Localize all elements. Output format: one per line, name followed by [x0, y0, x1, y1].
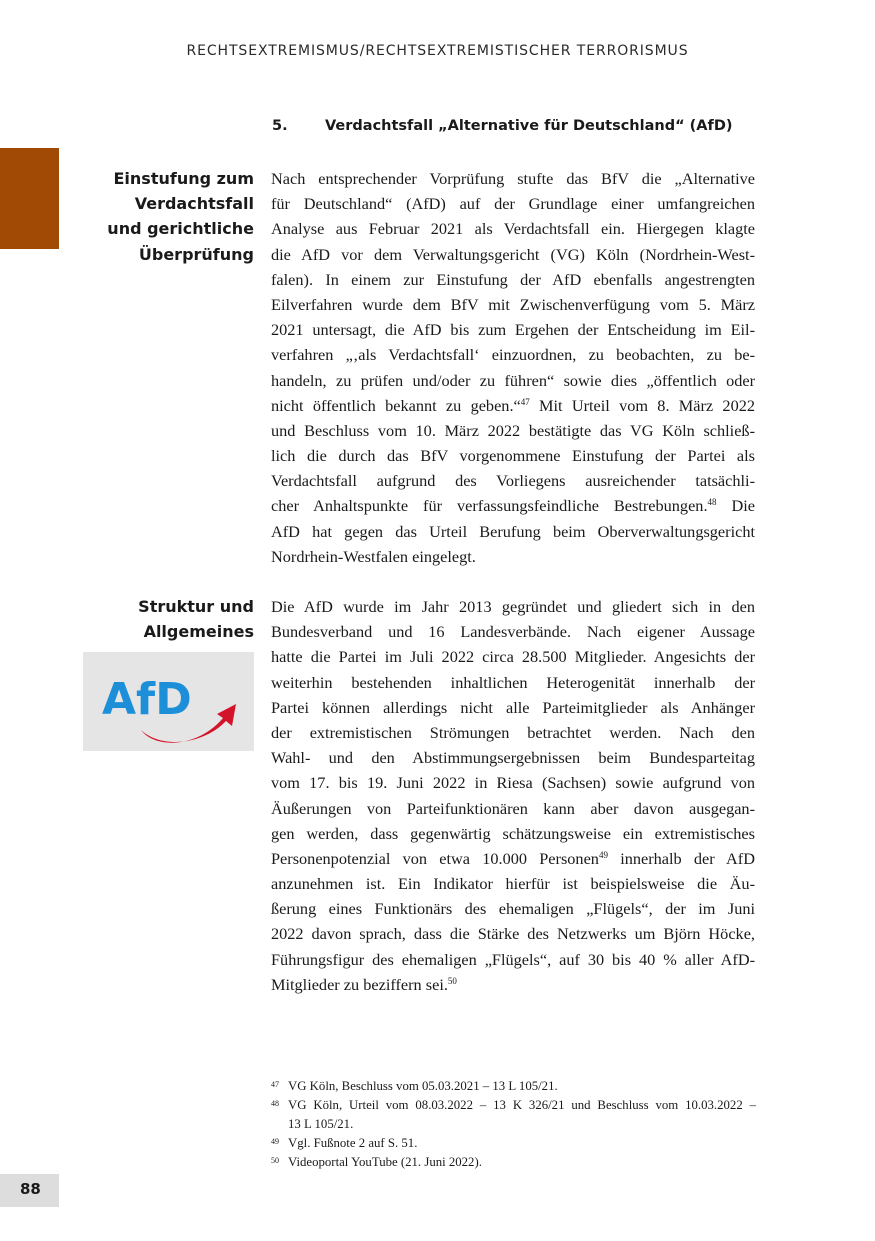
text-segment: nicht öffentlich bekannt zu geben.“: [271, 395, 521, 415]
logo-text: AfD: [102, 674, 192, 725]
footnote-48: [271, 1096, 756, 1134]
paragraph-struktur: [271, 594, 755, 997]
text-line: 2022 davon sprach, dass die Stärke des Netzwerks um Björn Höcke,: [271, 924, 755, 944]
margin-label-line: Allgemeines: [143, 622, 254, 642]
footnote-ref-48[interactable]: 48: [707, 497, 717, 508]
footnote-number: 47: [271, 1080, 279, 1089]
margin-label-struktur: [80, 594, 254, 644]
footnote-number: 50: [271, 1156, 279, 1165]
text-segment: Personenpotenzial von etwa 10.000 Personen: [271, 848, 599, 868]
text-line: [271, 846, 755, 871]
running-head: RECHTSEXTREMISMUS/RECHTSEXTREMISTISCHER TERRORISMUS: [186, 43, 689, 59]
text-segment: cher Anhaltspunkte für verfassungsfeindliche Bestrebungen.: [271, 496, 708, 516]
text-line: lich die durch das BfV vorgenommene Einstufung der Partei als: [271, 446, 755, 466]
text-line: weiterhin bestehenden inhaltlichen Heterogenität innerhalb der: [271, 672, 755, 692]
margin-label-line: Einstufung zum: [113, 169, 254, 188]
text-line: für Deutschland“ (AfD) auf der Grundlage einer umfangreichen: [271, 194, 755, 214]
footnote-text: 13 L 105/21.: [288, 1117, 354, 1131]
text-line: handeln, zu prüfen und/oder zu führen“ sowie dies „öffentlich oder: [271, 370, 755, 390]
footnote-ref-50[interactable]: 50: [447, 975, 457, 986]
margin-label-line: Struktur und: [138, 597, 254, 616]
footnote-50: [271, 1153, 756, 1172]
page-number-box: [0, 1174, 59, 1207]
chapter-side-tab: [0, 148, 59, 249]
footnote-49: [271, 1134, 756, 1153]
afd-logo: [83, 652, 254, 751]
text-line: Wahl- und den Abstimmungsergebnissen beim Bundesparteitag: [271, 748, 755, 768]
text-line: der extremistischen Strömungen betrachtet werden. Nach den: [271, 722, 755, 742]
text-segment: Mit Urteil vom 8. März 2022: [529, 395, 755, 415]
text-line: [271, 972, 755, 997]
footnote-number: 48: [271, 1099, 279, 1108]
text-line: AfD hat gegen das Urteil Berufung beim Oberverwaltungsgericht: [271, 521, 755, 541]
text-line: Führungsfigur des ehemaligen „Flügels“, auf 30 bis 40 % aller AfD-: [271, 949, 755, 969]
paragraph-einstufung: [271, 166, 755, 569]
text-line: anzunehmen ist. Ein Indikator hierfür ist beispielsweise die Äu-: [271, 874, 755, 894]
text-line: und Beschluss vom 10. März 2022 bestätigte das VG Köln schließ-: [271, 420, 755, 440]
footnotes: [271, 1077, 756, 1172]
footnote-text: Videoportal YouTube (21. Juni 2022).: [288, 1155, 482, 1169]
footnote-ref-47[interactable]: 47: [520, 396, 530, 407]
text-line: Partei können allerdings nicht alle Parteimitglieder als Anhänger: [271, 697, 755, 717]
text-segment: innerhalb der AfD: [607, 848, 755, 868]
text-line: Nach entsprechender Vorprüfung stufte das BfV die „Alternative: [271, 169, 755, 188]
text-line: 2021 untersagt, die AfD bis zum Ergehen der Entscheidung im Eil-: [271, 320, 755, 340]
text-line: [271, 393, 755, 418]
text-line: ßerung eines Funktionärs des ehemaligen „Flügels“, der im Juni: [271, 899, 755, 919]
text-line: [271, 493, 755, 518]
margin-label-einstufung: [80, 166, 254, 267]
footnote-47: [271, 1077, 756, 1096]
margin-label-line: und gerichtliche: [107, 219, 254, 239]
footnote-text: Vgl. Fußnote 2 auf S. 51.: [288, 1136, 418, 1150]
text-line: gen werden, dass gegenwärtig schätzungsweise ein extremistisches: [271, 823, 755, 843]
text-line: Bundesverband und 16 Landesverbände. Nach eigener Aussage: [271, 622, 755, 642]
text-line: Die AfD wurde im Jahr 2013 gegründet und gliedert sich in den: [271, 597, 755, 616]
text-line: hatte die Partei im Juli 2022 circa 28.500 Mitglieder. Angesichts der: [271, 647, 755, 667]
text-line: Eilverfahren wurde dem BfV mit Zwischenverfügung vom 5. März: [271, 294, 755, 314]
footnote-text: VG Köln, Urteil vom 08.03.2022 – 13 K 326/21 und Beschluss vom 10.03.2022 –: [288, 1098, 756, 1112]
text-line: falen). In einem zur Einstufung der AfD ebenfalls angestrengten: [271, 269, 755, 289]
margin-label-line: Verdachtsfall: [134, 194, 254, 214]
footnote-ref-49[interactable]: 49: [598, 849, 608, 860]
text-line: verfahren „‚als Verdachtsfall‘ einzuordnen, zu beobachten, zu be-: [271, 345, 755, 365]
text-line: Äußerungen von Parteifunktionären kann aber davon ausgegan-: [271, 798, 755, 818]
text-segment: Mitglieder zu beziffern sei.: [271, 974, 448, 994]
margin-label-line: Überprüfung: [138, 244, 254, 264]
page-number: 88: [20, 1180, 41, 1198]
section-number: 5.: [272, 118, 288, 134]
text-line: Verdachtsfall aufgrund des Vorliegens ausreichender tatsächli-: [271, 471, 755, 491]
text-line: vom 17. bis 19. Juni 2022 in Riesa (Sachsen) sowie aufgrund von: [271, 773, 755, 793]
text-segment: Die: [716, 496, 755, 516]
footnote-text: VG Köln, Beschluss vom 05.03.2021 – 13 L 105/21.: [288, 1079, 558, 1093]
section-title: Verdachtsfall „Alternative für Deutschland“ (AfD): [325, 118, 733, 134]
text-line: die AfD vor dem Verwaltungsgericht (VG) Köln (Nordrhein-West-: [271, 244, 755, 264]
footnote-number: 49: [271, 1137, 279, 1146]
text-line: Analyse aus Februar 2021 als Verdachtsfall ein. Hiergegen klagte: [271, 219, 755, 239]
text-line: Nordrhein-Westfalen eingelegt.: [271, 546, 476, 566]
